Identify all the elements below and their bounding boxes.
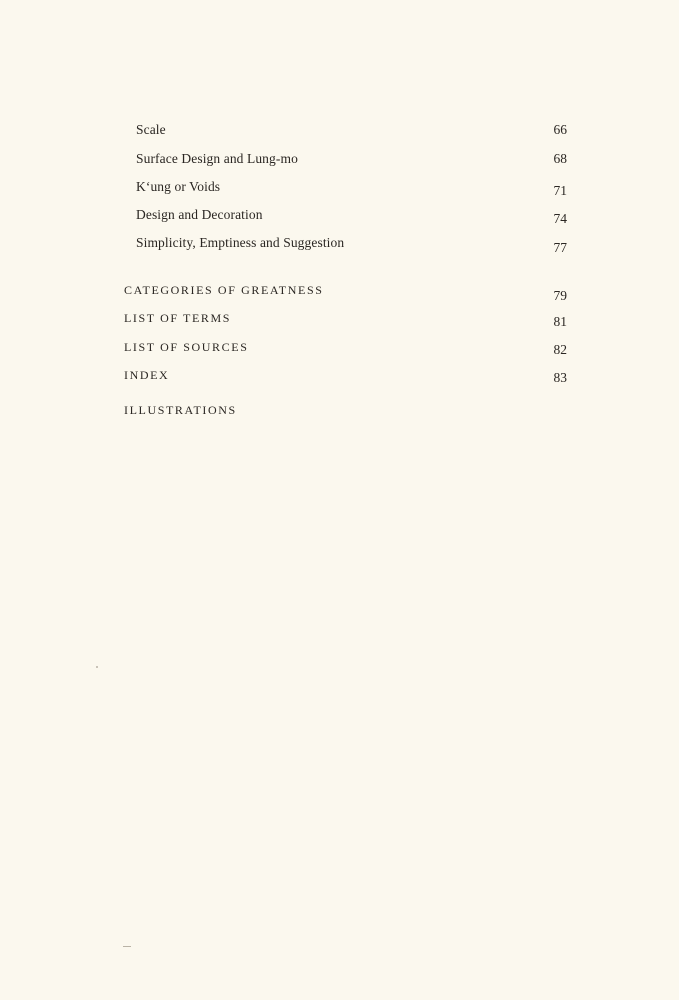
paper-speck (96, 666, 98, 668)
toc-entry-list-of-terms (0, 311, 679, 335)
toc-entry-page: 71 (553, 183, 567, 198)
toc-entry-index (0, 368, 679, 392)
toc-entry-list-of-sources (0, 340, 679, 364)
toc-entry-page: 68 (553, 151, 567, 166)
toc-entry-kung-voids (0, 179, 679, 203)
toc-entry-page: 79 (553, 288, 567, 303)
toc-entry-label: Design and Decoration (136, 207, 263, 222)
toc-entry-label: INDEX (124, 368, 170, 382)
toc-entry-page: 74 (553, 211, 567, 226)
toc-entry-page: 81 (553, 314, 567, 329)
toc-entry-label: ILLUSTRATIONS (124, 403, 237, 417)
paper-speck (123, 946, 131, 947)
toc-entry-page: 82 (553, 342, 567, 357)
toc-entry-page: 77 (553, 240, 567, 255)
toc-entry-surface-design (0, 151, 679, 175)
toc-entry-scale (0, 122, 679, 146)
toc-entry-illustrations (0, 403, 679, 427)
toc-entry-label: K‘ung or Voids (136, 179, 221, 194)
toc-entry-categories-of-greatness (0, 283, 679, 307)
toc-entry-label: Scale (136, 122, 166, 137)
toc-entry-label: CATEGORIES OF GREATNESS (124, 283, 324, 297)
toc-entry-label: LIST OF TERMS (124, 311, 232, 325)
toc-entry-page: 66 (553, 122, 567, 137)
toc-entry-page: 83 (553, 370, 567, 385)
toc-entry-simplicity (0, 235, 679, 259)
toc-entry-label: Simplicity, Emptiness and Suggestion (136, 235, 345, 250)
toc-entry-label: Surface Design and Lung-mo (136, 151, 298, 166)
toc-entry-design-decoration (0, 207, 679, 231)
toc-entry-label: LIST OF SOURCES (124, 340, 249, 354)
